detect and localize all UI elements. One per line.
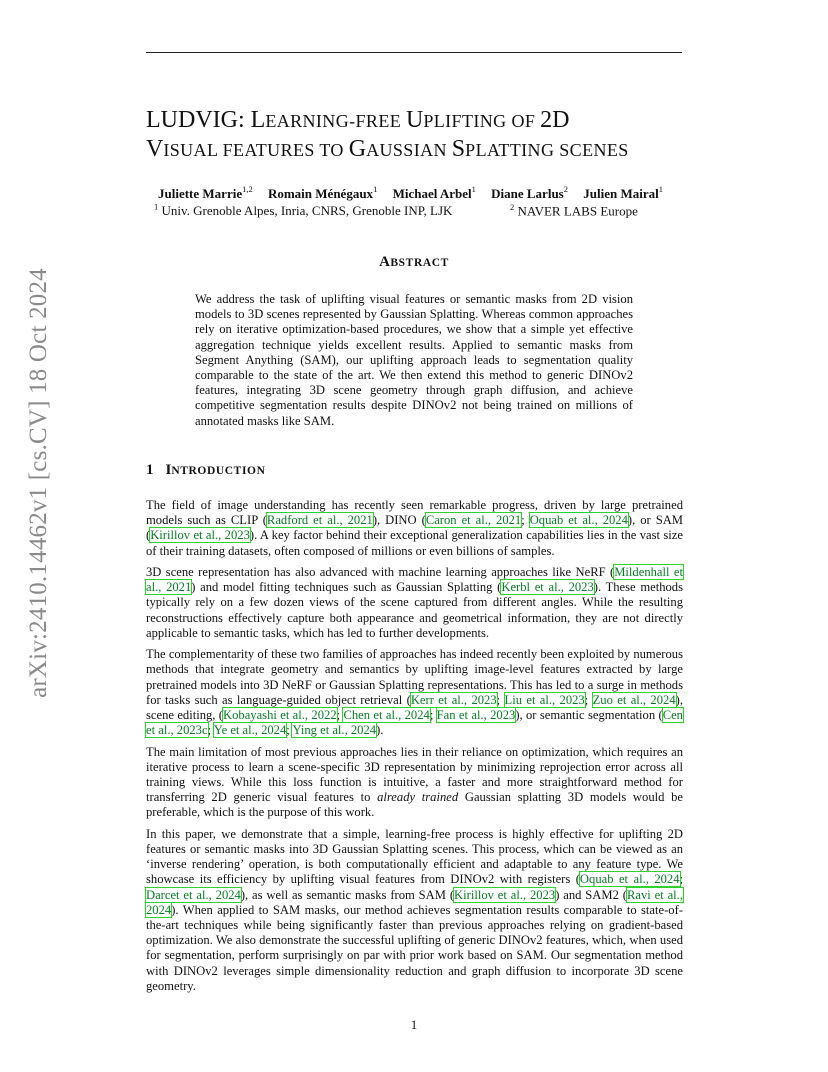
citation-link[interactable]: Ying et al., 2024 [292,723,377,738]
author: Michael Arbel$^1$ [392,184,476,202]
paragraph: 3D scene representation has also advanced with machine learning approaches like NeRF (Mildenhall et al., 2021) and model fitting techniques such as Gaussian Splatting (Kerbl et al., 2023). These methods typically rely on a few dozen views of the scene captured from different angles. While the resulting reconstructions effectively capture both appearance and geometrical information, they are not directly applicable to semantic tasks, which has led to further developments. [146,565,683,640]
arxiv-stamp-text: arXiv:2410.14462v1 [cs.CV] 18 Oct 2024 [25,268,52,698]
arxiv-stamp [25,268,52,698]
citation-link[interactable]: Ye et al., 2024 [213,723,287,738]
citation-link[interactable]: Kerr et al., 2023 [410,692,497,707]
citation-link[interactable]: Zuo et al., 2024 [592,692,676,707]
page-number: 1 [410,1017,418,1032]
citation-link[interactable]: Oquab et al., 2024 [529,513,628,528]
citation-link[interactable]: Fan et al., 2023 [436,708,516,723]
citation-link[interactable]: Caron et al., 2021 [425,513,522,528]
top-rule [146,52,682,53]
paragraph: In this paper, we demonstrate that a simple, learning-free process is highly effective for uplifting 2D features or semantic masks into 3D Gaussian Splatting scenes. This process, which can be viewed as an ‘inverse rendering’ operation, is both computationally efficient and adaptable to any feature type. We showcase its efficiency by uplifting visual features from DINOv2 with registers (Oquab et al., 2024; Darcet et al., 2024), as well as semantic masks from SAM (Kirillov et al., 2023) and SAM2 (Ravi et al., 2024). When applied to SAM masks, our method achieves segmentation results comparable to state-of-the-art techniques while being significantly faster than previous approaches relying on gradient-based optimization. We also demonstrate the successful uplifting of generic DINOv2 features, which, when used for segmentation, perform surprisingly on par with prior work based on SAM. Our segmentation method with DINOv2 leverages simple dimensionality reduction and graph diffusion to incorporate 3D scene geometry. [146,826,684,993]
paragraph: The complementarity of these two families of approaches has indeed recently been exploited by numerous methods that integrate geometry and semantics by uplifting image-level features extracted by large pretrained models into 3D NeRF or Gaussian Splatting representations. This has led to a surge in methods for tasks such as language-guided object retrieval (Kerr et al., 2023; Liu et al., 2023; Zuo et al., 2024), scene editing, (Kobayashi et al., 2022; Chen et al., 2024; Fan et al., 2023), or semantic segmentation (Cen et al., 2023c; Ye et al., 2024; Ying et al., 2024). [146,647,683,738]
section-heading-introduction: 1 INTRODUCTION [146,462,266,478]
abstract-heading: ABSTRACT [379,254,449,270]
title-line-2: VISUAL FEATURES TO GAUSSIAN SPLATTING SCENES [146,136,629,162]
paragraph: The main limitation of most previous approaches lies in their reliance on optimization, which requires an iterative process to learn a scene-specific 3D representation by minimizing reprojection error across all training views. While this loss function is intuitive, a faster and more straightforward method for transferring 2D generic visual features to already trained Gaussian splatting 3D models would be preferable, which is the purpose of this work. [146,744,683,820]
citation-link[interactable]: Cen et al., 2023c [146,708,683,738]
citation-link[interactable]: Kirillov et al., 2023 [150,528,250,543]
citation-link[interactable]: Kirillov et al., 2023 [454,887,556,902]
introduction-body [146,498,683,1000]
citation-link[interactable]: Kerbl et al., 2023 [501,580,594,595]
author: Romain Ménégaux$^1$ [267,184,378,202]
citation-link[interactable]: Darcet et al., 2024 [146,887,241,902]
citation-link[interactable]: Mildenhall et al., 2021 [146,565,683,595]
affiliation-1: $^1$ Univ. Grenoble Alpes, Inria, CNRS, Grenoble INP, LJK [154,202,453,219]
abstract-text: We address the task of uplifting visual features or semantic masks from 2D vision models to 3D scenes represented by Gaussian Splatting. Whereas common approaches rely on iterative optimization-based procedures, we show that a simple yet effective aggregation technique yields excellent results. Applied to semantic masks from Segment Anything (SAM), our uplifting approach leads to segmentation quality comparable to the state of the art. We then extend this method to generic DINOv2 features, integrating 3D scene geometry through graph diffusion, and achieve competitive segmentation results despite DINOv2 not being trained on millions of annotated masks like SAM. [195,292,633,428]
title-line-1: LUDVIG: LEARNING-FREE UPLIFTING OF 2D [146,107,570,133]
author: Juliette Marrie$^{1,2}$ [158,184,253,202]
affiliations [154,199,694,219]
affiliation-2: $^2$ NAVER LABS Europe [510,202,638,219]
paragraph: The field of image understanding has recently seen remarkable progress, driven by large pretrained models such as CLIP (Radford et al., 2021), DINO (Caron et al., 2021; Oquab et al., 2024), or SAM (Kirillov et al., 2023). A key factor behind their exceptional generalization capabilities lies in the vast size of their training datasets, often composed of millions or even billions of samples. [146,498,684,558]
paper-title [146,106,706,164]
citation-link[interactable]: Liu et al., 2023 [504,692,585,707]
citation-link[interactable]: Ravi et al., 2024 [146,887,683,917]
citation-link[interactable]: Kobayashi et al., 2022 [223,708,337,723]
citation-link[interactable]: Chen et al., 2024 [343,708,430,723]
author: Julien Mairal$^1$ [583,184,663,202]
citation-link[interactable]: Oquab et al., 2024 [579,872,680,887]
citation-link[interactable]: Radford et al., 2021 [266,513,373,528]
author: Diane Larlus$^2$ [491,184,568,202]
